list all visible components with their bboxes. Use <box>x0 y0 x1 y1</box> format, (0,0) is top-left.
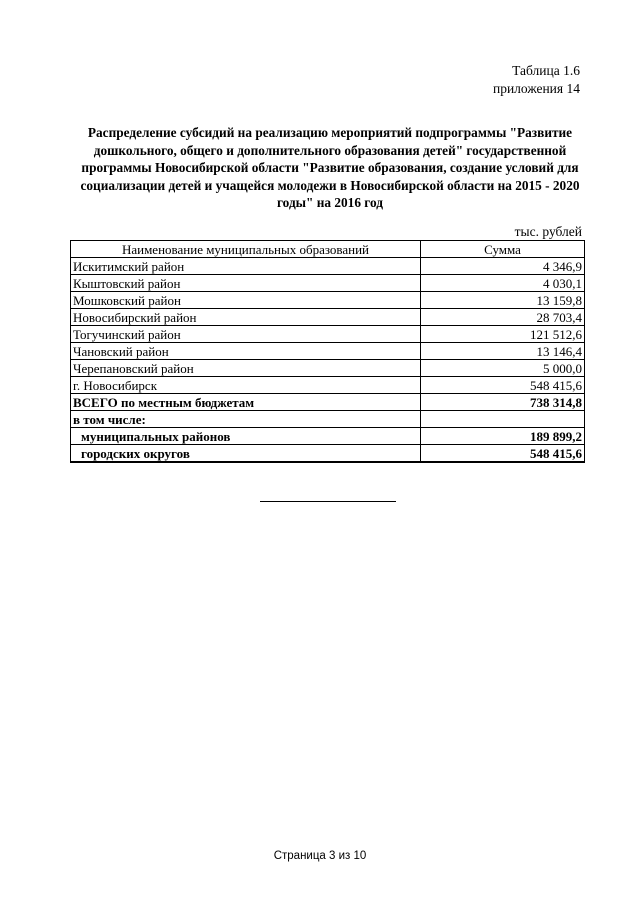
document-title <box>70 124 590 212</box>
column-header-sum: Сумма <box>421 241 585 258</box>
page-number: Страница 3 из 10 <box>273 850 367 862</box>
table-header-row <box>71 241 585 258</box>
amount-value: 121 512,6 <box>421 326 585 343</box>
municipality-name: Искитимский район <box>71 258 421 275</box>
municipality-name: Новосибирский район <box>71 309 421 326</box>
total-row <box>71 394 585 411</box>
amount-value: 28 703,4 <box>421 309 585 326</box>
title-line: дошкольного, общего и дополнительного образования детей" государственной <box>93 142 567 158</box>
title-line: программы Новосибирской области "Развитие образования, создание условий для <box>81 160 579 175</box>
municipality-name: Черепановский район <box>71 360 421 377</box>
municipality-name: Кыштовский район <box>71 275 421 292</box>
table-row <box>71 377 585 394</box>
municipality-name: г. Новосибирск <box>71 377 421 394</box>
subtotal-label: городских округов <box>71 445 421 463</box>
separator-line <box>260 501 396 502</box>
subtotal-value: 189 899,2 <box>421 428 585 445</box>
amount-value: 5 000,0 <box>421 360 585 377</box>
subtotal-row <box>71 445 585 463</box>
table-row <box>71 326 585 343</box>
table-row <box>71 275 585 292</box>
table-number: Таблица 1.6 <box>512 63 580 78</box>
subsidy-table <box>70 240 585 463</box>
including-empty <box>421 411 585 428</box>
amount-value: 4 030,1 <box>421 275 585 292</box>
including-row <box>71 411 585 428</box>
title-line: годы" на 2016 год <box>276 195 384 210</box>
title-line: социализации детей и учащейся молодежи в Новосибирской области на 2015 - 2020 <box>80 177 580 193</box>
amount-value: 13 146,4 <box>421 343 585 360</box>
subtotal-label: муниципальных районов <box>71 428 421 445</box>
table-row <box>71 360 585 377</box>
municipality-name: Чановский район <box>71 343 421 360</box>
table-row <box>71 309 585 326</box>
total-value: 738 314,8 <box>421 394 585 411</box>
subtotal-value: 548 415,6 <box>421 445 585 463</box>
table-reference <box>493 62 580 98</box>
municipality-name: Тогучинский район <box>71 326 421 343</box>
amount-value: 548 415,6 <box>421 377 585 394</box>
units-label: тыс. рублей <box>514 224 582 239</box>
total-label: ВСЕГО по местным бюджетам <box>71 394 421 411</box>
table-row <box>71 343 585 360</box>
table-row <box>71 292 585 309</box>
subtotal-row <box>71 428 585 445</box>
including-label: в том числе: <box>71 411 421 428</box>
amount-value: 13 159,8 <box>421 292 585 309</box>
table-row <box>71 258 585 275</box>
appendix-number: приложения 14 <box>492 81 580 96</box>
column-header-name: Наименование муниципальных образований <box>71 241 421 258</box>
municipality-name: Мошковский район <box>71 292 421 309</box>
amount-value: 4 346,9 <box>421 258 585 275</box>
title-line: Распределение субсидий на реализацию мероприятий подпрограммы "Развитие <box>87 125 573 140</box>
